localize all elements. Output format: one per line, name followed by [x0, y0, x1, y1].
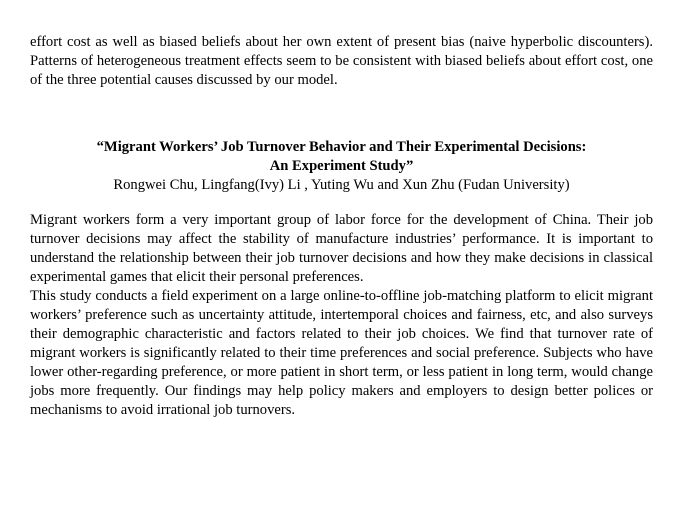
abstract-paragraph-1: Migrant workers form a very important group of labor force for the development of China. Their job turnover decisions may affect the stability of manufacture industries’ performance. It is important to understand the relationship between their job turnover decisions and how they make decisions in classical experimental games that elicit their personal preferences. — [30, 212, 653, 285]
section-abstract — [30, 211, 653, 420]
section-authors: Rongwei Chu, Lingfang(Ivy) Li , Yuting Wu and Xun Zhu (Fudan University) — [113, 177, 570, 193]
paper-section — [30, 138, 653, 420]
section-title-line-2: An Experiment Study” — [269, 158, 414, 174]
document-page — [30, 33, 653, 420]
intro-paragraph: effort cost as well as biased beliefs about her own extent of present bias (naive hyperbolic discounters). Patterns of heterogeneous treatment effects seem to be consistent with biased beliefs about effort cost, one of the three potential causes discussed by our model. — [30, 34, 653, 88]
section-title-line-1: “Migrant Workers’ Job Turnover Behavior and Their Experimental Decisions: — [96, 139, 587, 155]
abstract-paragraph-2: This study conducts a field experiment on a large online-to-offline job-matching platform to elicit migrant workers’ preference such as uncertainty attitude, intertemporal choices and fairness, etc, and also surveys their demographic characteristic and factors related to their job choices. We find that turnover rate of migrant workers is significantly related to their time preferences and social preference. Subjects who have lower other-regarding preference, or more patient in short term, or less patient in long term, would change jobs more frequently. Our findings may help policy makers and employers to design better polices or mechanisms to avoid irrational job turnovers. — [30, 288, 653, 418]
